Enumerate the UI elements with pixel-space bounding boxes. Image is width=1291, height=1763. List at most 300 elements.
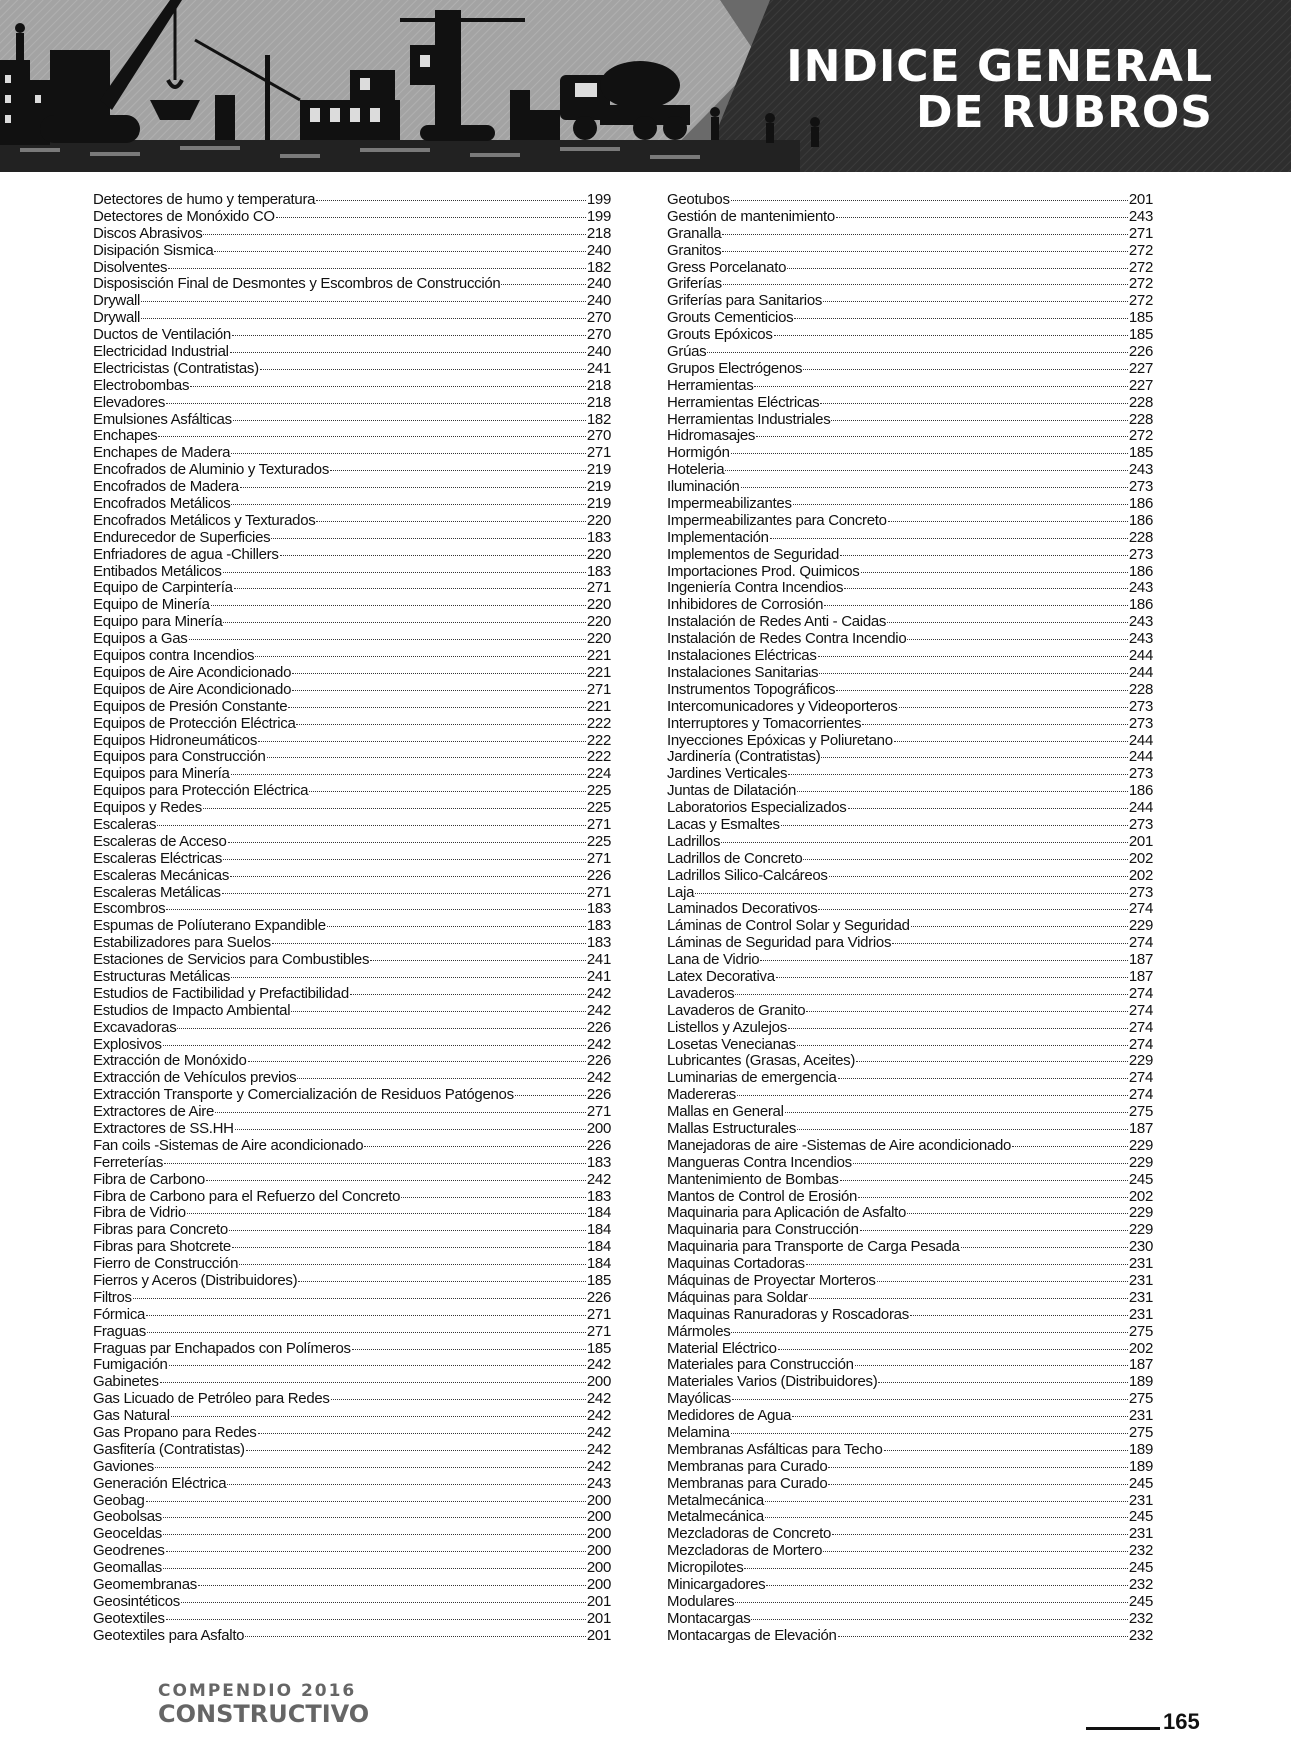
index-entry-name: Impermeabilizantes <box>667 495 792 513</box>
index-entry-name: Instalación de Redes Anti - Caidas <box>667 613 887 631</box>
index-entry-page: 242 <box>586 1069 611 1087</box>
index-entry <box>93 1020 611 1037</box>
index-entry <box>93 817 611 834</box>
index-entry <box>93 733 611 750</box>
index-entry-page: 231 <box>1128 1525 1153 1543</box>
dot-leader <box>731 199 1128 201</box>
index-entry <box>667 1307 1153 1324</box>
index-entry <box>93 1560 611 1577</box>
index-entry-page: 229 <box>1128 1204 1153 1222</box>
index-entry-name: Ferreterías <box>93 1153 164 1171</box>
index-entry-page: 273 <box>1128 714 1153 732</box>
index-entry-name: Herramientas Eléctricas <box>667 393 820 411</box>
dot-leader <box>223 571 586 573</box>
index-entry-page: 229 <box>1128 1052 1153 1070</box>
index-entry <box>667 1189 1153 1206</box>
index-entry-name: Madereras <box>667 1086 736 1104</box>
index-entry-page: 225 <box>586 832 611 850</box>
index-entry-name: Generación Eléctrica <box>93 1474 227 1492</box>
index-entry <box>93 1611 611 1628</box>
index-entry <box>93 428 611 445</box>
index-entry-page: 186 <box>1128 562 1153 580</box>
index-entry <box>667 817 1153 834</box>
index-entry <box>667 310 1153 327</box>
index-entry-page: 272 <box>1128 292 1153 310</box>
dot-leader <box>501 283 585 285</box>
dot-leader <box>828 1483 1127 1485</box>
index-entry <box>667 361 1153 378</box>
index-entry-page: 202 <box>1128 849 1153 867</box>
index-entry-page: 184 <box>586 1255 611 1273</box>
dot-leader <box>836 216 1128 218</box>
index-entry-page: 227 <box>1128 359 1153 377</box>
index-entry-name: Maquinaria para Transporte de Carga Pesada <box>667 1238 960 1256</box>
dot-leader <box>223 621 585 623</box>
index-entry <box>93 1070 611 1087</box>
dot-leader <box>858 1196 1128 1198</box>
index-entry-page: 271 <box>586 1305 611 1323</box>
index-entry-page: 240 <box>586 343 611 361</box>
index-entry-name: Granitos <box>667 241 722 259</box>
index-entry-page: 243 <box>1128 630 1153 648</box>
index-entry <box>93 682 611 699</box>
index-entry-page: 229 <box>1128 1153 1153 1171</box>
dot-leader <box>1012 1145 1128 1147</box>
index-entry <box>93 378 611 395</box>
index-entry-name: Gress Porcelanato <box>667 258 787 276</box>
index-entry-name: Juntas de Dilatación <box>667 782 797 800</box>
index-entry-page: 243 <box>586 1474 611 1492</box>
index-entry <box>93 1341 611 1358</box>
dot-leader <box>258 1432 586 1434</box>
index-entry <box>667 851 1153 868</box>
index-entry-page: 187 <box>1128 1119 1153 1137</box>
dot-leader <box>331 1398 586 1400</box>
index-entry-name: Máquinas de Proyectar Morteros <box>667 1272 876 1289</box>
index-entry-page: 187 <box>1128 967 1153 985</box>
index-entry-name: Gas Natural <box>93 1407 170 1425</box>
index-entry <box>667 1357 1153 1374</box>
dot-leader <box>862 723 1128 725</box>
dot-leader <box>401 1196 586 1198</box>
index-entry <box>93 462 611 479</box>
index-entry-page: 183 <box>586 528 611 546</box>
index-entry-name: Listellos y Azulejos <box>667 1018 787 1036</box>
index-entry <box>667 800 1153 817</box>
index-entry-name: Montacargas <box>667 1609 751 1627</box>
index-entry <box>93 952 611 969</box>
index-entry-name: Inyecciones Epóxicas y Poliuretano <box>667 731 893 749</box>
index-entry-page: 245 <box>1128 1559 1153 1577</box>
dot-leader <box>765 1516 1128 1518</box>
index-entry-name: Fibra de Vidrio <box>93 1204 186 1222</box>
index-entry-page: 186 <box>1128 782 1153 800</box>
index-entry <box>667 986 1153 1003</box>
index-entry-page: 274 <box>1128 1018 1153 1036</box>
dot-leader <box>785 1111 1128 1113</box>
dot-leader <box>232 334 586 336</box>
index-entry <box>667 1205 1153 1222</box>
index-entry-page: 242 <box>586 1035 611 1053</box>
index-entry <box>93 1239 611 1256</box>
dot-leader <box>806 1010 1128 1012</box>
index-entry-name: Extracción de Vehículos previos <box>93 1069 297 1087</box>
index-entry <box>93 496 611 513</box>
index-entry-page: 220 <box>586 613 611 631</box>
index-entry-page: 232 <box>1128 1542 1153 1560</box>
index-entry <box>667 428 1153 445</box>
index-entry-name: Geodrenes <box>93 1542 165 1560</box>
index-entry-page: 183 <box>586 900 611 918</box>
index-entry-page: 271 <box>586 815 611 833</box>
index-entry <box>667 1138 1153 1155</box>
index-entry <box>93 293 611 310</box>
index-entry-name: Grouts Cementicios <box>667 309 794 327</box>
dot-leader <box>819 672 1128 674</box>
dot-leader <box>203 233 585 235</box>
index-entry-name: Iluminación <box>667 478 740 496</box>
index-entry-name: Gaviones <box>93 1457 154 1475</box>
dot-leader <box>760 959 1128 961</box>
index-entry-name: Maquinaria para Aplicación de Asfalto <box>667 1204 907 1222</box>
index-entry-page: 221 <box>586 697 611 715</box>
index-entry <box>667 766 1153 783</box>
index-entry <box>93 412 611 429</box>
index-entry-page: 244 <box>1128 663 1153 681</box>
dot-leader <box>832 1533 1128 1535</box>
index-entry-name: Minicargadores <box>667 1576 766 1594</box>
index-entry-page: 183 <box>586 1153 611 1171</box>
index-entry <box>93 1374 611 1391</box>
index-entry <box>667 1391 1153 1408</box>
index-entry-page: 271 <box>586 444 611 462</box>
index-entry-page: 219 <box>586 461 611 479</box>
index-entry-name: Electricistas (Contratistas) <box>93 359 259 377</box>
index-entry <box>667 1155 1153 1172</box>
index-entry-name: Ingeniería Contra Incendios <box>667 579 844 597</box>
publication-logo-line1: COMPENDIO 2016 <box>158 1681 357 1701</box>
dot-leader <box>296 723 585 725</box>
index-entry-page: 271 <box>586 579 611 597</box>
index-entry-name: Interruptores y Tomacorrientes <box>667 714 862 732</box>
index-entry <box>93 1391 611 1408</box>
index-entry-name: Micropilotes <box>667 1559 744 1577</box>
index-entry <box>667 344 1153 361</box>
index-entry-name: Mangueras Contra Incendios <box>667 1153 852 1171</box>
dot-leader <box>766 1584 1128 1586</box>
index-entry <box>93 1121 611 1138</box>
index-entry-name: Herramientas <box>667 376 754 394</box>
index-entry-name: Inhibidores de Corrosión <box>667 596 824 614</box>
index-entry <box>667 1222 1153 1239</box>
dot-leader <box>267 756 586 758</box>
index-entry-name: Extractores de SS.HH <box>93 1119 234 1137</box>
index-entry-name: Equipos de Aire Acondicionado <box>93 663 292 681</box>
dot-leader <box>765 1500 1128 1502</box>
index-entry <box>667 1104 1153 1121</box>
index-entry-name: Ladrillos <box>667 832 721 850</box>
dot-leader <box>177 1027 585 1029</box>
dot-leader <box>272 942 586 944</box>
index-entry <box>93 1155 611 1172</box>
dot-leader <box>838 1077 1128 1079</box>
index-entry-name: Detectores de Monóxido CO <box>93 207 275 225</box>
index-entry <box>93 834 611 851</box>
dot-leader <box>187 1212 586 1214</box>
dot-leader <box>818 655 1128 657</box>
index-entry <box>93 226 611 243</box>
index-entry <box>93 513 611 530</box>
dot-leader <box>276 216 586 218</box>
index-entry-name: Fibra de Carbono <box>93 1170 205 1188</box>
index-entry <box>93 243 611 260</box>
index-entry-name: Membranas para Curado <box>667 1474 828 1492</box>
index-entry <box>667 597 1153 614</box>
index-entry-name: Gas Licuado de Petróleo para Redes <box>93 1390 330 1408</box>
index-entry <box>667 1509 1153 1526</box>
index-entry-name: Mallas en General <box>667 1103 784 1121</box>
dot-leader <box>731 1432 1128 1434</box>
index-entry-name: Mantenimiento de Bombas <box>667 1170 839 1188</box>
dot-leader <box>792 1415 1128 1417</box>
index-entry-name: Membranas Asfálticas para Techo <box>667 1440 883 1458</box>
dot-leader <box>230 351 586 353</box>
index-entry <box>667 1560 1153 1577</box>
dot-leader <box>227 1483 586 1485</box>
index-entry <box>667 1611 1153 1628</box>
dot-leader <box>258 740 586 742</box>
dot-leader <box>732 1398 1128 1400</box>
index-entry <box>667 868 1153 885</box>
index-entry-page: 242 <box>586 1001 611 1019</box>
index-entry-page: 271 <box>1128 224 1153 242</box>
dot-leader <box>171 1415 586 1417</box>
index-entry-name: Implementación <box>667 528 769 546</box>
index-entry-page: 218 <box>586 224 611 242</box>
dot-leader <box>146 1500 586 1502</box>
index-entry-name: Membranas para Curado <box>667 1457 828 1475</box>
index-entry <box>93 1172 611 1189</box>
index-entry <box>667 1543 1153 1560</box>
dot-leader <box>189 638 586 640</box>
index-entry-name: Equipo de Carpintería <box>93 579 233 597</box>
index-entry-page: 274 <box>1128 1086 1153 1104</box>
index-entry-name: Mallas Estructurales <box>667 1119 797 1137</box>
index-entry-page: 219 <box>586 495 611 513</box>
index-entry-name: Drywall <box>93 309 141 327</box>
index-entry-page: 228 <box>1128 410 1153 428</box>
dot-leader <box>831 419 1127 421</box>
index-entry-page: 242 <box>586 1424 611 1442</box>
index-entry-name: Lubricantes (Grasas, Aceites) <box>667 1052 856 1070</box>
index-entry-name: Equipos Hidroneumáticos <box>93 731 258 749</box>
index-entry <box>93 699 611 716</box>
index-entry-page: 228 <box>1128 680 1153 698</box>
index-entry-name: Fierros y Aceros (Distribuidores) <box>93 1272 298 1289</box>
dot-leader <box>352 1348 586 1350</box>
index-entry-name: Intercomunicadores y Videoporteros <box>667 697 898 715</box>
dot-leader <box>246 1449 586 1451</box>
index-entry <box>93 665 611 682</box>
index-entry-page: 201 <box>1128 832 1153 850</box>
dot-leader <box>848 807 1128 809</box>
index-entry-page: 231 <box>1128 1491 1153 1509</box>
index-entry-page: 274 <box>1128 984 1153 1002</box>
dot-leader <box>725 469 1128 471</box>
index-entry-name: Modulares <box>667 1592 735 1610</box>
index-entry-page: 229 <box>1128 1221 1153 1239</box>
dot-leader <box>788 1027 1128 1029</box>
dot-leader <box>223 858 586 860</box>
dot-leader <box>840 1179 1128 1181</box>
index-entry <box>93 749 611 766</box>
index-entry-page: 243 <box>1128 461 1153 479</box>
index-entry-name: Mármoles <box>667 1322 731 1340</box>
index-entry-page: 232 <box>1128 1609 1153 1627</box>
index-entry <box>93 1357 611 1374</box>
dot-leader <box>877 1280 1128 1282</box>
index-entry-name: Materiales para Construcción <box>667 1356 854 1374</box>
dot-leader <box>330 469 586 471</box>
index-entry-name: Medidores de Agua <box>667 1407 792 1425</box>
index-entry <box>93 1307 611 1324</box>
dot-leader <box>754 385 1127 387</box>
index-entry-name: Fan coils -Sistemas de Aire acondicionado <box>93 1136 364 1154</box>
index-entry <box>667 479 1153 496</box>
index-entry-name: Grúas <box>667 343 707 361</box>
index-entry-page: 200 <box>586 1119 611 1137</box>
index-entry-name: Geobag <box>93 1491 145 1509</box>
dot-leader <box>292 672 586 674</box>
index-entry-page: 202 <box>1128 1187 1153 1205</box>
index-entry <box>93 1189 611 1206</box>
page-number-rule <box>1086 1727 1160 1730</box>
index-entry-page: 221 <box>586 647 611 665</box>
dot-leader <box>222 892 586 894</box>
index-entry <box>667 901 1153 918</box>
dot-leader <box>910 1314 1128 1316</box>
index-entry-page: 271 <box>586 849 611 867</box>
dot-leader <box>211 604 586 606</box>
index-entry-page: 226 <box>586 1018 611 1036</box>
index-entry-name: Hormigón <box>667 444 730 462</box>
index-entry-name: Melamina <box>667 1424 730 1442</box>
dot-leader <box>291 1010 586 1012</box>
index-entry <box>93 1459 611 1476</box>
index-entry-name: Laminados Decorativos <box>667 900 818 918</box>
index-entry-name: Excavadoras <box>93 1018 177 1036</box>
index-entry <box>667 699 1153 716</box>
index-entry-page: 222 <box>586 714 611 732</box>
dot-leader <box>788 773 1128 775</box>
index-entry-name: Jardinería (Contratistas) <box>667 748 821 766</box>
index-entry-name: Espumas de Políuterano Expandible <box>93 917 326 935</box>
index-entry <box>667 1070 1153 1087</box>
dot-leader <box>228 841 586 843</box>
dot-leader <box>829 875 1128 877</box>
dot-leader <box>774 334 1128 336</box>
index-entry-page: 186 <box>1128 495 1153 513</box>
dot-leader <box>731 1331 1127 1333</box>
index-entry-page: 270 <box>586 427 611 445</box>
index-entry <box>93 479 611 496</box>
index-entry <box>667 1442 1153 1459</box>
dot-leader <box>364 1145 586 1147</box>
dot-leader <box>316 199 586 201</box>
index-entry-page: 226 <box>586 1052 611 1070</box>
index-entry-name: Filtros <box>93 1288 132 1306</box>
index-entry <box>667 1020 1153 1037</box>
index-entry-page: 231 <box>1128 1288 1153 1306</box>
index-entry <box>93 614 611 631</box>
page-number: 165 <box>1163 1709 1200 1734</box>
dot-leader <box>907 1212 1128 1214</box>
index-entry-name: Equipos y Redes <box>93 799 202 817</box>
index-entry <box>93 1053 611 1070</box>
dot-leader <box>231 976 586 978</box>
index-entry <box>667 783 1153 800</box>
index-entry-page: 273 <box>1128 697 1153 715</box>
dot-leader <box>770 537 1128 539</box>
index-entry <box>667 1053 1153 1070</box>
index-entry <box>93 935 611 952</box>
index-entry-page: 226 <box>586 1288 611 1306</box>
index-entry-page: 226 <box>586 1136 611 1154</box>
index-entry-page: 242 <box>586 1390 611 1408</box>
index-entry-name: Manejadoras de aire -Sistemas de Aire acondicionado <box>667 1136 1012 1154</box>
index-entry <box>667 969 1153 986</box>
index-entry-name: Estaciones de Servicios para Combustibles <box>93 951 370 969</box>
index-entry-name: Disipación Sismica <box>93 241 214 259</box>
index-entry-page: 245 <box>1128 1592 1153 1610</box>
index-entry <box>667 1121 1153 1138</box>
dot-leader <box>894 740 1128 742</box>
index-entry-page: 184 <box>586 1238 611 1256</box>
index-entry-page: 187 <box>1128 951 1153 969</box>
index-entry-name: Luminarias de emergencia <box>667 1069 837 1087</box>
dot-leader <box>245 1635 586 1637</box>
index-entry <box>667 462 1153 479</box>
dot-leader <box>206 1179 586 1181</box>
index-entry <box>93 868 611 885</box>
index-entry-page: 272 <box>1128 275 1153 293</box>
dot-leader <box>911 925 1128 927</box>
index-entry <box>667 276 1153 293</box>
index-entry <box>93 1476 611 1493</box>
index-entry-name: Grouts Epóxicos <box>667 326 773 344</box>
index-entry-page: 242 <box>586 1407 611 1425</box>
dot-leader <box>735 1601 1128 1603</box>
index-entry-page: 189 <box>1128 1440 1153 1458</box>
index-entry <box>667 682 1153 699</box>
index-entry-page: 271 <box>586 680 611 698</box>
index-entry-page: 232 <box>1128 1576 1153 1594</box>
index-entry-name: Electricidad Industrial <box>93 343 229 361</box>
dot-leader <box>793 503 1128 505</box>
index-entry-name: Láminas de Seguridad para Vidrios <box>667 934 892 952</box>
dot-leader <box>203 807 586 809</box>
index-entry-name: Escaleras Mecánicas <box>93 866 230 884</box>
index-entry-page: 244 <box>1128 647 1153 665</box>
index-entry-name: Laboratorios Especializados <box>667 799 847 817</box>
index-entry <box>93 1138 611 1155</box>
index-entry-page: 274 <box>1128 934 1153 952</box>
index-entry <box>93 1526 611 1543</box>
index-entry <box>667 648 1153 665</box>
index-entry-name: Implementos de Seguridad <box>667 545 840 563</box>
index-entry-name: Hoteleria <box>667 461 725 479</box>
index-entry-name: Disposisción Final de Desmontes y Escombros de Construcción <box>93 275 501 293</box>
